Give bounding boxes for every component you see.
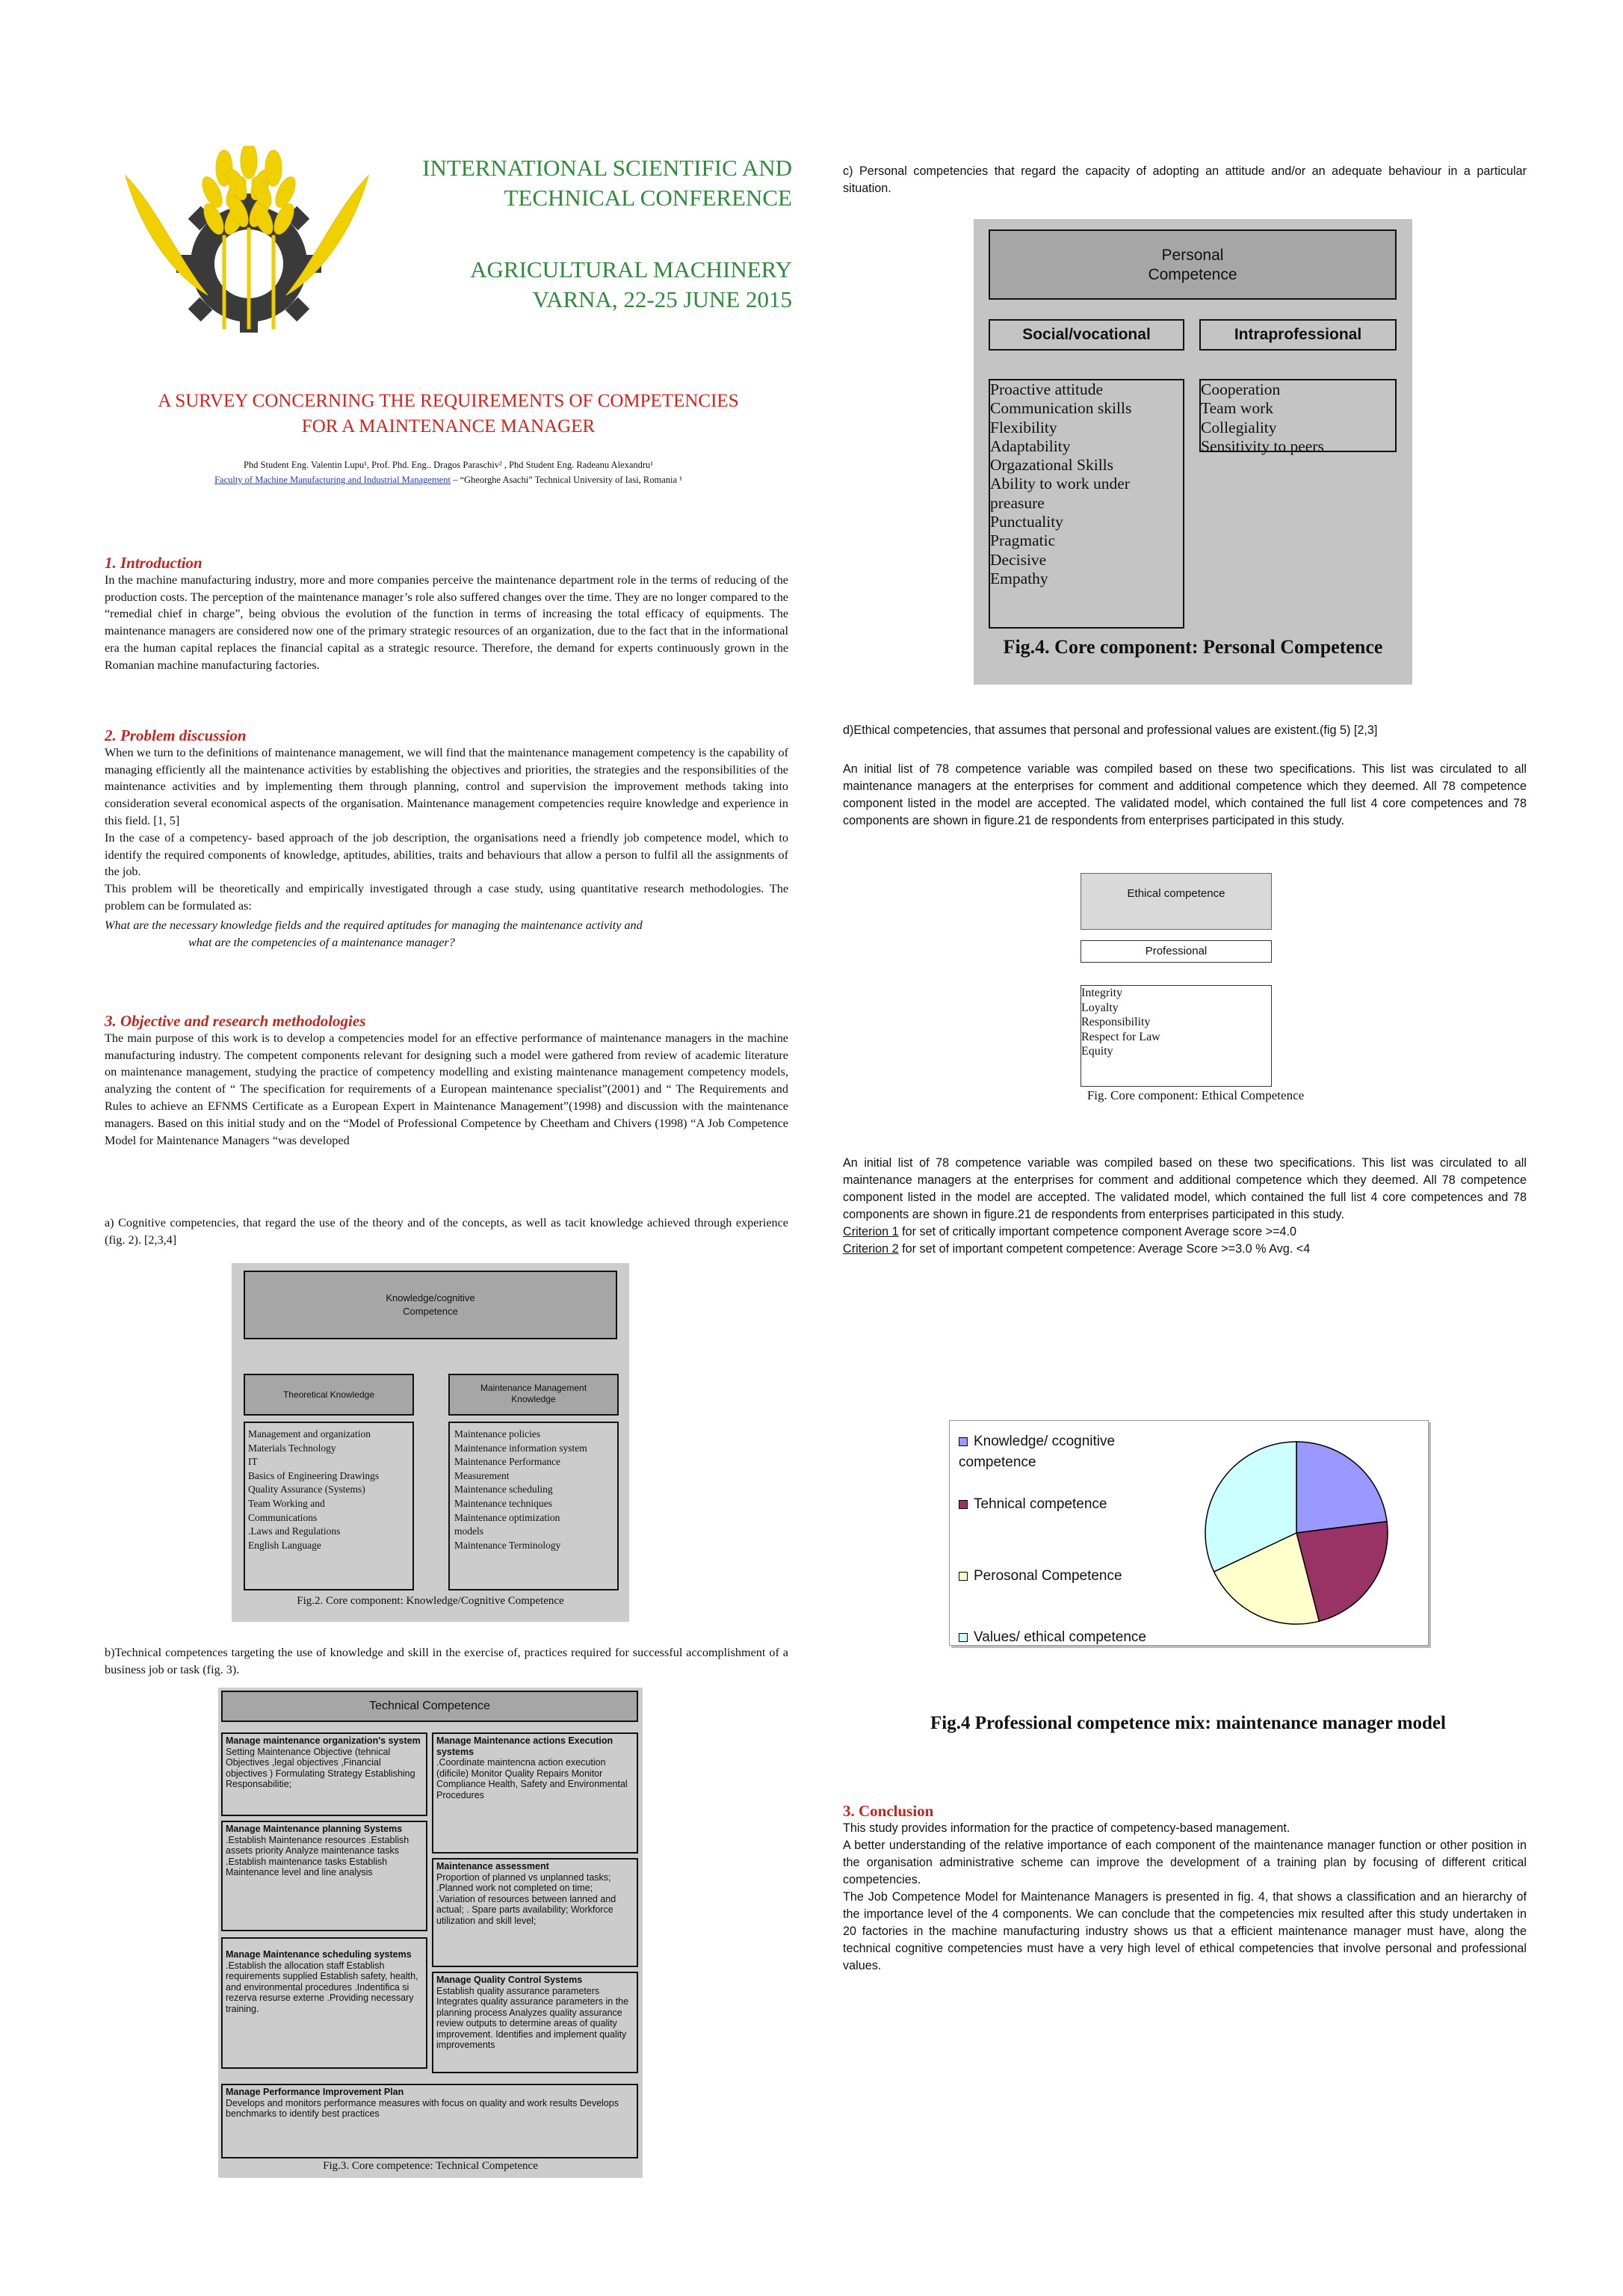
fig3-box-execution: Manage Maintenance actions Execution systems .Coordinate maintencna action execution (dificile) Monitor Quality Repairs Monitor Compliance Health, Safety and Environmental Procedures [432,1732,638,1854]
list-item: Maintenance Terminology [454,1539,561,1551]
list-item: Maintenance policies [454,1428,541,1439]
fig5-caption: Fig. Core component: Ethical Competence [1086,1088,1305,1102]
conference-line-4: VARNA, 22-25 JUNE 2015 [532,286,792,312]
introduction-heading: 1. Introduction [105,554,203,572]
legend-swatch [959,1633,968,1642]
list-item: Integrity [1081,987,1123,999]
list-item: Maintenance techniques [454,1497,552,1509]
figure-3 [218,1688,643,2178]
fig2-right-list [454,1428,587,1552]
list-item: Proactive attitude [990,380,1104,398]
problem-paragraph-1: When we turn to the definitions of maintenance management, we will find that the maintenance management competency is the capability of managing efficiently all the maintenance activities by establishing the objectives and priorities, the strategies and the responsibilities of the maintenance activities and by implementing them through planning, control and supervision the improvement methods taking into consideration several economical aspects of the organisation. Maintenance management competencies require knowledge and experience in this field. [1, 5] [105,745,788,827]
conclusion-heading: 3. Conclusion [843,1802,934,1820]
paper-title-line-1: A SURVEY CONCERNING THE REQUIREMENTS OF COMPETENCIES [158,391,739,411]
fig2-left-list-box [244,1422,414,1590]
list-item: Maintenance Performance [454,1456,561,1468]
faculty-link[interactable]: Faculty of Machine Manufacturing and Industrial Management [214,475,451,485]
list-item: Team work [1201,399,1274,418]
fig2-right-list-box [448,1422,619,1590]
research-question-1: What are the necessary knowledge fields and the required aptitudes for managing the maintenance activity and [105,918,643,932]
list-item: Responsibility [1081,1016,1151,1028]
wheat-icon [126,146,368,329]
pie-chart-box [949,1420,1429,1646]
list-item: Measurement [454,1469,510,1481]
affiliation [105,472,792,487]
list-item: Maintenance scheduling [454,1484,553,1496]
conference-line-3: AGRICULTURAL MACHINERY [470,256,792,283]
introduction-text: In the machine manufacturing industry, more and more companies perceive the maintenance department role in the terms of reducing of the production costs. The perception of the maintenance manager’s role also suffered changes over the time. They are no longer compared to the “remedial chief in charge”, being obvious the evolution of the function in terms of increasing the total efficacy of equipments. The maintenance managers are considered now one of the primary strategic resources of an organization, due to the fact that in the informational era the human capital replaces the financial capital as a strategic resource. Therefore, the demand for experts continuously grown in the Romanian machine manufacturing factories. [105,573,788,672]
paper-title-line-2: FOR A MAINTENANCE MANAGER [301,416,596,436]
legend-entry [959,1566,1183,1587]
ethical-text: d)Ethical competencies, that assumes that personal and professional values are existent.(fig 5) [2,3] [843,723,1378,737]
fig4-caption: Fig.4. Core component: Personal Competence [1003,636,1383,658]
fig3-box-organization: Manage maintenance organization's system Setting Maintenance Objective (tehnical Objectives ,legal objectives ,Financial objectives ) Formulating Strategy Establishing Responsabilitie; [221,1732,427,1816]
fig5-middle-box: Professional [1081,940,1272,963]
technical-text: b)Technical competences targeting the use of knowledge and skill in the exercise of, practices required for successful accomplishment of a business job or task (fig. 3). [105,1646,788,1676]
list-item: Equity [1081,1045,1113,1058]
fig4-top-box: Personal Competence [989,229,1397,300]
paper-title [105,389,792,439]
list-item: Basics of Engineering Drawings [248,1469,380,1481]
authors: Phd Student Eng. Valentin Lupu¹, Prof. Phd. Eng.. Dragos Paraschiv² , Phd Student Eng. Radeanu Alexandru¹ [243,460,654,470]
list-item: Materials Technology [248,1442,336,1454]
legend-label: Values/ ethical competence [974,1629,1146,1645]
criterion-2 [843,1241,1527,1258]
list-item: Quality Assurance (Systems) [248,1484,365,1496]
criterion-1-label: Criterion 1 [843,1225,899,1238]
fig4-left-header: Social/vocational [989,319,1184,351]
conclusion-paragraph-3: The Job Competence Model for Maintenance Managers is presented in fig. 4, that shows a classification and an hierarchy of the importance level of the 4 components. We can conclude that the competencies mix resulted after this study undertaken in 20 factories in the machine manufacturing industry shows us that a efficient maintenance manager must have, along the technical cognitive competencies must have a very high level of ethical competencies that involve personal and professional values. [843,1890,1527,1972]
conclusion-paragraph-1: This study provides information for the practice of competency-based management. [843,1821,1290,1835]
figure-2 [232,1263,629,1622]
fig2-left-list [248,1428,379,1552]
conclusion-paragraph-2: A better understanding of the relative importance of each component of the maintenance manager function or other position in the organisation administrative scheme can improve the development of a training plan by focusing of different critical competencies. [843,1839,1527,1886]
legend-label: Tehnical competence [974,1496,1107,1512]
fig4-right-list-box [1199,379,1397,455]
list-item: Ability to work under [990,475,1130,493]
legend-entry [959,1494,1183,1515]
problem-paragraph-3: This problem will be theoretically and empirically investigated through a case study, using quantitative research methodologies. The problem can be formulated as: [105,882,788,913]
criterion-2-text: for set of important competent competence: Average Score >=3.0 % Avg. <4 [898,1242,1311,1256]
list-item: Communications [248,1511,318,1523]
list-item: Empathy [990,569,1048,587]
list-item: English Language [248,1539,321,1551]
personal-text: c) Personal competencies that regard the capacity of adopting an attitude and/or an adequate behaviour in a particular situation. [843,164,1527,195]
list-item: preasure [990,493,1045,512]
list-item: models [454,1525,483,1537]
legend-entry [959,1627,1183,1648]
pie-chart-caption: Fig.4 Professional competence mix: maintenance manager model [930,1713,1446,1733]
list-item: Adaptability [990,436,1071,455]
fig2-caption: Fig.2. Core component: Knowledge/Cognitive Competence [297,1595,564,1607]
list-item: Flexibility [990,418,1057,436]
conference-line-1: INTERNATIONAL SCIENTIFIC AND [422,155,792,181]
fig4-right-list [1201,380,1324,456]
fig2-right-header: Maintenance Management Knowledge [448,1374,619,1416]
cognitive-text: a) Cognitive competencies, that regard the use of the theory and of the concepts, as well as tacit knowledge achieved through experience (fig. 2). [2,3,4] [105,1216,788,1247]
university: – “Gheorghe Asachi” Technical University of Iasi, Romania ¹ [450,475,682,485]
conference-logo [118,146,376,333]
problem-section [105,727,788,951]
conclusion-section [843,1803,1527,1975]
legend-label: Knowledge/ ccognitive competence [959,1434,1116,1470]
legend-swatch [959,1437,968,1446]
list-item: Decisive [990,550,1047,569]
fig3-top-box: Technical Competence [221,1691,638,1722]
figure-5 [1076,873,1315,1112]
list-item: Communication skills [990,399,1132,418]
fig3-box-quality: Manage Quality Control Systems Establish quality assurance parameters Integrates quality assurance parameters in the planning process Analyzes quality assurance review outputs to determine areas of quality improvement. Identifies and implement quality improvements [432,1972,638,2073]
list-item: Loyalty [1081,1001,1119,1014]
authors-block [105,457,792,487]
initial-list-text-2: An initial list of 78 competence variable was compiled based on these two specifications. This list was circulated to all maintenance managers at the enterprises for comment and additional competence which they deemed. All 78 competence component listed in the model are accepted. The validated model, which contained the full list 4 core competences and 78 components are shown in figure.21 de respondents from enterprises participated in this study. [843,1156,1527,1221]
criterion-1 [843,1223,1527,1241]
legend-swatch [959,1572,968,1581]
fig3-caption: Fig.3. Core competence: Technical Competence [323,2160,538,2172]
fig5-list [1081,986,1160,1059]
problem-heading: 2. Problem discussion [105,726,247,744]
list-item: Pragmatic [990,531,1056,550]
conference-title [374,153,792,315]
list-item: Team Working and [248,1497,325,1509]
objective-heading: 3. Objective and research methodologies [105,1012,366,1030]
list-item: Maintenance information system [454,1442,587,1454]
pie-slice [1296,1442,1387,1533]
fig2-left-header: Theoretical Knowledge [244,1374,414,1416]
list-item: Cooperation [1201,380,1281,398]
introduction-section [105,555,788,674]
list-item: Sensitivity to peers [1201,436,1324,455]
initial-list-text-2-block [843,1155,1527,1258]
legend-swatch [959,1500,968,1509]
legend-entry [959,1431,1183,1473]
fig5-list-box [1081,985,1272,1087]
fig2-top-box: Knowledge/cognitive Competence [244,1271,617,1339]
conference-line-2: TECHNICAL CONFERENCE [504,185,792,211]
list-item: Respect for Law [1081,1030,1160,1043]
fig3-box-scheduling: Manage Maintenance scheduling systems .Establish the allocation staff Establish requirements supplied Establish safety, health, and environmental procedures .Indentifica si rezerva resurse externe .Providing necessary training. [221,1937,427,2069]
objective-text: The main purpose of this work is to develop a competencies model for an effective performance of maintenance managers in the machine manufacturing industry. The competent components relevant for designing such a model were gathered from review of academic literature on maintenance management, studying the practice of competency modelling and existing maintenance management competency models, analyzing the content of “ The specification for requirements of a European maintenance specialist”(2001) and “ The Requirements and Rules to achieve an EFNMS Certificate as a European Expert in Maintenance Management”(1998) and discussion with the maintenance managers. Based on this initial study and on the “Model of Professional Competence by Cheetham and Chivers (1998) “A Job Competence Model for Maintenance Managers “was developed [105,1031,788,1147]
list-item: Management and organization [248,1428,371,1439]
list-item: Orgazational Skills [990,456,1114,475]
criterion-2-label: Criterion 2 [843,1242,899,1256]
pie-chart [1184,1436,1431,1630]
criterion-1-text: for set of critically important competence component Average score >=4.0 [898,1225,1297,1238]
research-question-2: what are the competencies of a maintenance manager? [188,935,455,949]
initial-list-text-1: An initial list of 78 competence variable was compiled based on these two specifications. This list was circulated to all maintenance managers at the enterprises for comment and additional competence which they deemed. All 78 competence component listed in the model are accepted. The validated model, which contained the full list 4 core competences and 78 components are shown in figure.21 de respondents from enterprises participated in this study. [843,762,1527,827]
list-item: Collegiality [1201,418,1277,436]
legend-label: Perosonal Competence [974,1568,1122,1584]
figure-4 [974,219,1412,685]
fig3-box-performance: Manage Performance Improvement Plan Develops and monitors performance measures with focus on quality and work results Develops benchmarks to identify best practices [221,2084,638,2158]
fig3-box-assessment: Maintenance assessment Proportion of planned vs unplanned tasks; .Planned work not completed on time; .Variation of resources between lanned and actual; . Spare parts availability; Workforce utilization and skill level; [432,1858,638,1967]
fig4-left-list [990,380,1131,588]
fig3-box-planning: Manage Maintenance planning Systems .Establish Maintenance resources .Establish assets priority Analyze maintenance tasks .Establish maintenance tasks Establish Maintenance level and line analysis [221,1821,427,1931]
objective-section [105,1013,788,1149]
list-item: IT [248,1456,258,1468]
problem-paragraph-2: In the case of a competency- based approach of the job description, the organisations need a friendly job competence model, which to identify the required components of knowledge, aptitudes, abilities, traits and behaviours that allow a person to fulfil all the assignments of the job. [105,830,788,879]
fig5-top-box: Ethical competence [1081,873,1272,930]
list-item: Punctuality [990,513,1063,531]
list-item: .Laws and Regulations [248,1525,341,1537]
fig4-right-header: Intraprofessional [1199,319,1397,351]
fig4-left-list-box [989,379,1184,629]
list-item: Maintenance optimization [454,1511,560,1523]
